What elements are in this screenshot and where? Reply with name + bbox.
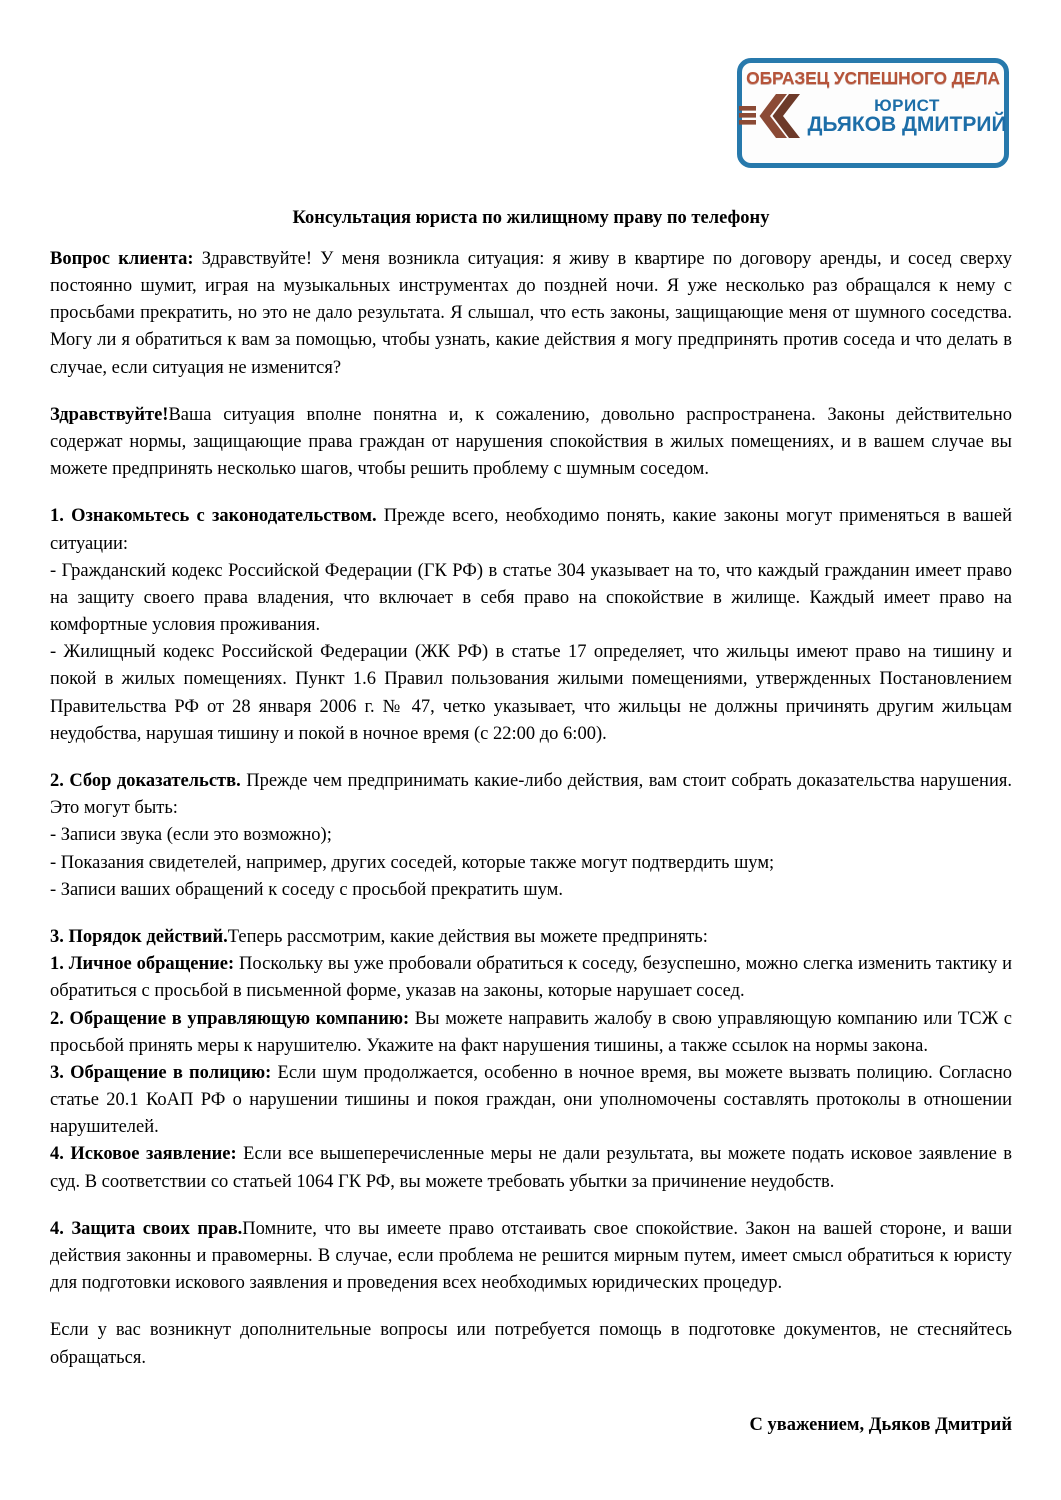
spacer [50, 748, 1012, 768]
section-4-text: Помните, что вы имеете право отстаивать свое спокойствие. Закон на вашей стороне, и ваши действия законны и правомерны. В случае, если проблема не решится мирным путем, имеет смысл обратиться к юристу для подготовки искового заявления и проведения всех необходимых юридических процедур. [50, 1218, 1012, 1294]
client-question-paragraph [50, 246, 1012, 382]
client-question-label: Вопрос клиента: [50, 248, 194, 269]
spacer [50, 1297, 1012, 1317]
section-3-item-1 [50, 951, 1012, 1005]
logo-body [742, 90, 1007, 142]
logo-name-block [807, 97, 1006, 136]
logo-stamp [737, 58, 1009, 168]
section-3-item-4-label: 4. Исковое заявление: [50, 1144, 237, 1165]
section-2-bullet-1: - Записи звука (если это возможно); [50, 825, 332, 846]
logo-top-text: ОБРАЗЕЦ УСПЕШНОГО ДЕЛА [746, 68, 1000, 88]
document-body [50, 205, 1012, 1439]
section-1-intro [50, 503, 1012, 557]
section-2-bullet-2: - Показания свидетелей, например, других соседей, которые также могут подтвердить шум; [50, 852, 775, 873]
section-1-bullet-1: - Гражданский кодекс Российской Федерации (ГК РФ) в статье 304 указывает на то, что каждый гражданин имеет право на защиту своего права владения, что включает в себя право на спокойствие в жилище. Каждый имеет право на комфортные условия проживания. [50, 560, 1012, 636]
section-2-intro [50, 768, 1012, 822]
section-4-heading: 4. Защита своих прав. [50, 1218, 243, 1239]
section-3-item-3 [50, 1060, 1012, 1142]
section-3-item-1-label: 1. Личное обращение: [50, 954, 235, 975]
section-3-item-4 [50, 1141, 1012, 1195]
section-3-intro [50, 924, 1012, 951]
section-1-text: Прежде всего, необходимо понять, какие законы могут применяться в вашей ситуации: [50, 506, 1012, 554]
logo-word-yurist: ЮРИСТ [874, 95, 940, 115]
section-3-item-4-text: Если все вышеперечисленные меры не дали результата, вы можете подать исковое заявление в суд. В соответствии со статьей 1064 ГК РФ, вы можете требовать убытки за причинение неудобств. [50, 1144, 1012, 1192]
greeting-paragraph [50, 402, 1012, 484]
section-3-text: Теперь рассмотрим, какие действия вы можете предпринять: [227, 926, 708, 947]
signature: С уважением, Дьяков Дмитрий [749, 1414, 1012, 1435]
section-4-paragraph [50, 1216, 1012, 1298]
spacer [50, 904, 1012, 924]
section-2-text: Прежде чем предпринимать какие-либо действия, вам стоит собрать доказательства нарушения. Это могут быть: [50, 771, 1012, 819]
spacer [50, 382, 1012, 402]
section-2-bullet-3: - Записи ваших обращений к соседу с просьбой прекратить шум. [50, 879, 563, 900]
section-3-item-3-text: Если шум продолжается, особенно в ночное время, вы можете вызвать полицию. Согласно статье 20.1 КоАП РФ о нарушении тишины и покоя граждан, они уполномочены составлять протоколы в отношении нарушителей. [50, 1062, 1012, 1138]
section-2-heading: 2. Сбор доказательств. [50, 771, 241, 791]
chevron-monogram-icon [739, 90, 803, 142]
section-3-heading: 3. Порядок действий. [50, 926, 228, 947]
section-3-item-2-text: Вы можете направить жалобу в свою управляющую компанию или ТСЖ с просьбой принять меры к нарушителю. Укажите на факт нарушения тишины, а также ссылок на нормы закона. [50, 1008, 1012, 1056]
page-title: Консультация юриста по жилищному праву по телефону [292, 208, 770, 228]
section-1-bullet-2: - Жилищный кодекс Российской Федерации (ЖК РФ) в статье 17 определяет, что жильцы имеют право на тишину и покой в жилых помещениях. Пункт 1.6 Правил пользования жилыми помещениями, утвержденных Постановлением Правительства РФ от 28 января 2006 г. № 47, четко указывает, что жильцы не должны причинять другим жильцам неудобства, нарушая тишину и покой в ночное время (с 22:00 до 6:00). [50, 642, 1012, 744]
spacer [50, 483, 1012, 503]
greeting-label: Здравствуйте! [50, 404, 169, 425]
section-1-heading: 1. Ознакомьтесь с законодательством. [50, 506, 377, 527]
section-3-item-3-label: 3. Обращение в полицию: [50, 1062, 272, 1083]
spacer [50, 1196, 1012, 1216]
section-3-item-1-text: Поскольку вы уже пробовали обратиться к соседу, безуспешно, можно слегка изменить тактику и обратиться с просьбой в письменной форме, указав на законы, которые нарушает сосед. [50, 954, 1013, 1002]
section-3-item-2 [50, 1006, 1012, 1060]
client-question-text: Здравствуйте! У меня возникла ситуация: я живу в квартире по договору аренды, и сосед сверху постоянно шумит, играя на музыкальных инструментах до поздней ночи. Я уже несколько раз обращался к нему с просьбами прекратить, но это не дало результата. Я слышал, что есть законы, защищающие меня от шумного соседства. Могу ли я обратиться к вам за помощью, чтобы узнать, какие действия я могу предпринять против соседа и что делать в случае, если ситуация не изменится? [50, 248, 1012, 378]
greeting-text: Ваша ситуация вполне понятна и, к сожалению, довольно распространена. Законы действительно содержат нормы, защищающие права граждан от нарушения спокойствия в жилых помещениях, и в вашем случае вы можете предпринять несколько шагов, чтобы решить проблему с шумным соседом. [50, 404, 1012, 480]
logo-word-name: ДЬЯКОВ ДМИТРИЙ [807, 113, 1007, 137]
section-3-item-2-label: 2. Обращение в управляющую компанию: [50, 1008, 410, 1029]
closing-paragraph: Если у вас возникнут дополнительные вопросы или потребуется помощь в подготовке документов, не стесняйтесь обращаться. [50, 1320, 1012, 1368]
